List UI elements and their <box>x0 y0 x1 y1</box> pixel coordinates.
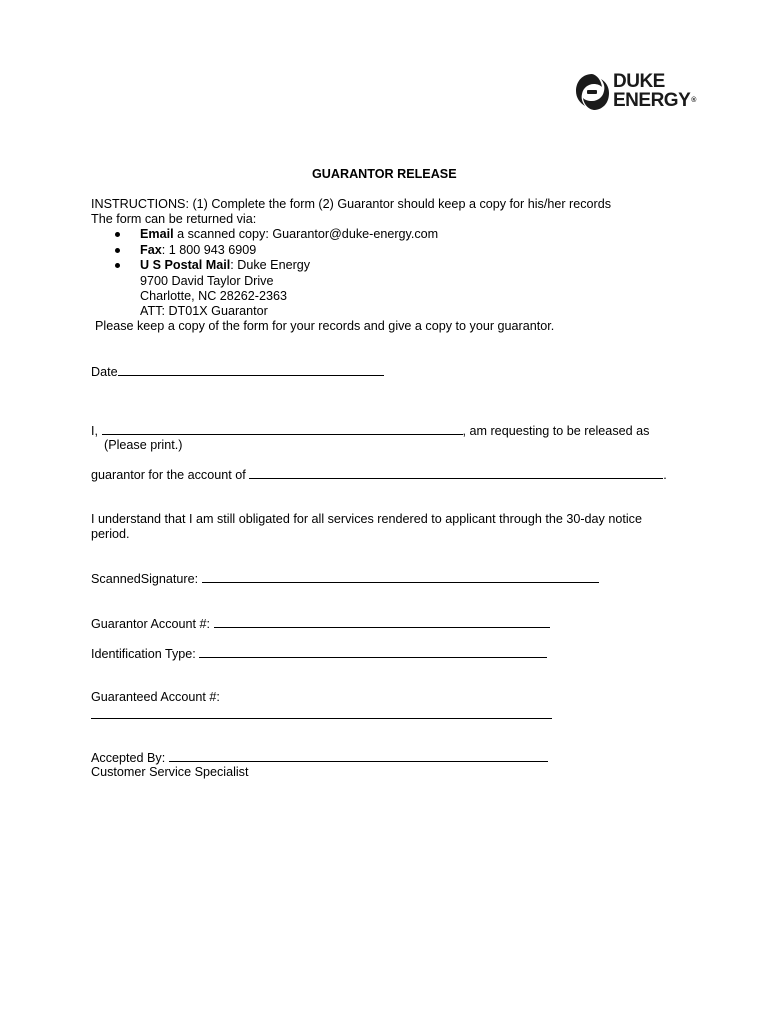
form-title: GUARANTOR RELEASE <box>312 167 457 181</box>
bullet-icon <box>115 263 120 268</box>
customer-service-text: Customer Service Specialist <box>91 765 249 779</box>
guaranteed-account-field[interactable] <box>91 718 552 719</box>
returned-via-text: The form can be returned via: <box>91 212 257 226</box>
understand-text: I understand that I am still obligated for all services rendered to applicant through the 30-day notice <box>91 512 642 526</box>
return-methods-list <box>115 227 438 274</box>
keep-copy-text: Please keep a copy of the form for your records and give a copy to your guarantor. <box>95 319 555 333</box>
logo-registered-mark: ® <box>691 97 696 104</box>
signature-row <box>91 571 599 587</box>
name-row <box>91 423 649 439</box>
logo-line-1: DUKE <box>613 71 665 92</box>
account-of-field[interactable] <box>249 467 663 479</box>
guarantor-name-field[interactable] <box>102 423 463 435</box>
signature-label: ScannedSignature: <box>91 572 202 586</box>
bullet-icon <box>115 248 120 253</box>
duke-energy-logo <box>573 70 705 118</box>
date-label: Date <box>91 365 118 379</box>
logo-line-2: ENERGY <box>613 90 691 111</box>
please-print-text: (Please print.) <box>104 438 183 452</box>
accepted-by-field[interactable] <box>169 750 548 762</box>
identification-field[interactable] <box>199 646 547 658</box>
period-mark: . <box>663 468 667 482</box>
guaranteed-account-label: Guaranteed Account #: <box>91 690 220 704</box>
logo-wordmark <box>613 72 696 110</box>
list-item-email <box>115 227 438 243</box>
guarantor-for-label: guarantor for the account of <box>91 468 250 482</box>
duke-energy-swirl-icon <box>573 72 611 112</box>
instructions-text: INSTRUCTIONS: (1) Complete the form (2) Guarantor should keep a copy for his/her records <box>91 197 612 211</box>
signature-field[interactable] <box>202 571 599 583</box>
date-row <box>91 364 384 380</box>
understand-text-2: period. <box>91 527 130 541</box>
guarantor-account-row <box>91 616 550 632</box>
accepted-by-label: Accepted By: <box>91 751 169 765</box>
accepted-by-row <box>91 750 548 766</box>
bullet-icon <box>115 232 120 237</box>
list-item-mail <box>115 258 438 274</box>
fax-label: Fax <box>140 242 162 257</box>
mail-label: U S Postal Mail <box>140 258 231 272</box>
list-item-fax <box>115 243 438 259</box>
date-field[interactable] <box>118 364 384 376</box>
address-line-1: 9700 David Taylor Drive <box>140 274 274 288</box>
address-line-2: Charlotte, NC 28262-2363 <box>140 289 288 303</box>
email-label: Email <box>140 227 174 241</box>
identification-row <box>91 646 547 662</box>
address-line-3: ATT: DT01X Guarantor <box>140 304 268 318</box>
account-of-row <box>91 467 667 483</box>
requesting-text: , am requesting to be released as <box>462 424 650 438</box>
fax-text: : 1 800 943 6909 <box>161 242 257 257</box>
guarantor-account-field[interactable] <box>214 616 550 628</box>
guarantor-account-label: Guarantor Account #: <box>91 617 214 631</box>
mail-text: : Duke Energy <box>230 258 311 272</box>
i-label: I, <box>91 424 102 438</box>
email-text: a scanned copy: Guarantor@duke-energy.com <box>173 227 439 241</box>
identification-label: Identification Type: <box>91 647 200 661</box>
